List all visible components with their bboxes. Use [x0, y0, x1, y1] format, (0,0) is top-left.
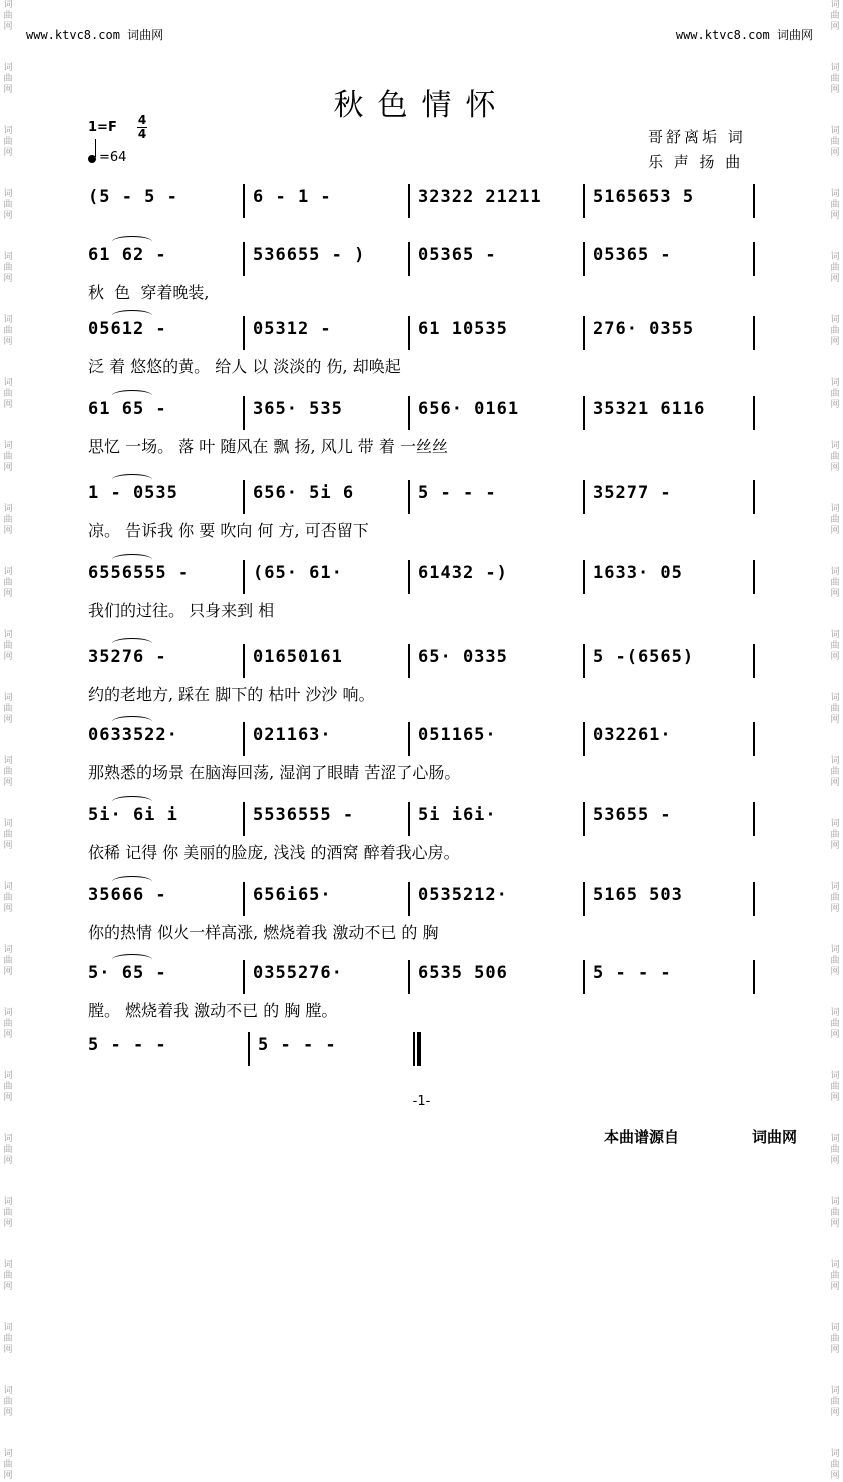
- watermark-glyph: 曲: [3, 578, 13, 588]
- measure-notes: 5i· 6i i: [88, 805, 178, 825]
- bar-line: [753, 560, 755, 594]
- page-number: -1-: [412, 1094, 431, 1109]
- watermark-glyph: 网: [830, 1345, 840, 1355]
- measure-notes: 01650161: [253, 647, 343, 667]
- bar-line: [408, 184, 410, 218]
- watermark-glyph: 词: [830, 63, 840, 73]
- measure-notes: 6 - 1 -: [253, 187, 332, 207]
- watermark-glyph: 曲: [830, 956, 840, 966]
- measure-notes: 276· 0355: [593, 319, 695, 339]
- watermark-glyph: 网: [3, 1282, 13, 1292]
- watermark-glyph: 词: [830, 1260, 840, 1270]
- measure-notes: 35666 -: [88, 885, 167, 905]
- watermark-glyph: 词: [3, 1197, 13, 1207]
- watermark-glyph: 词: [3, 378, 13, 388]
- watermark-glyph: 曲: [830, 1397, 840, 1407]
- final-bar-line: [417, 1032, 421, 1066]
- bar-line: [583, 644, 585, 678]
- bar-line: [583, 560, 585, 594]
- watermark-glyph: 曲: [830, 200, 840, 210]
- watermark-glyph: 词: [830, 756, 840, 766]
- lyric-line: 我们的过往。 只身来到 相: [88, 601, 275, 620]
- measure-notes: 656· 0161: [418, 399, 520, 419]
- measure-notes: 021163·: [253, 725, 332, 745]
- watermark-glyph: 词: [830, 126, 840, 136]
- watermark-glyph: 曲: [3, 452, 13, 462]
- measure-notes: 53655 -: [593, 805, 672, 825]
- bar-line: [583, 802, 585, 836]
- watermark-glyph: 词: [3, 1071, 13, 1081]
- watermark-glyph: 词: [830, 1323, 840, 1333]
- watermark-glyph: 网: [830, 652, 840, 662]
- bar-line: [583, 480, 585, 514]
- slur-mark: [112, 716, 152, 727]
- watermark-glyph: 网: [830, 148, 840, 158]
- measure-notes: 35321 6116: [593, 399, 706, 419]
- watermark-glyph: 词: [830, 819, 840, 829]
- watermark-glyph: 网: [830, 589, 840, 599]
- watermark-glyph: 网: [830, 967, 840, 977]
- watermark-glyph: 曲: [3, 74, 13, 84]
- watermark-glyph: 网: [3, 967, 13, 977]
- measure-notes: 61432 -): [418, 563, 508, 583]
- watermark-glyph: 曲: [830, 1082, 840, 1092]
- watermark-glyph: 曲: [3, 767, 13, 777]
- slur-mark: [112, 390, 152, 401]
- watermark-glyph: 网: [3, 715, 13, 725]
- measure-notes: 5536555 -: [253, 805, 355, 825]
- watermark-glyph: 曲: [3, 389, 13, 399]
- watermark-glyph: 网: [830, 1030, 840, 1040]
- slur-mark: [112, 474, 152, 485]
- score-row: [78, 646, 758, 676]
- bar-line: [753, 396, 755, 430]
- bar-line: [583, 316, 585, 350]
- watermark-glyph: 网: [830, 904, 840, 914]
- watermark-glyph: 网: [830, 841, 840, 851]
- watermark-glyph: 曲: [830, 1460, 840, 1470]
- watermark-glyph: 曲: [830, 452, 840, 462]
- time-signature: 4 4: [137, 113, 147, 141]
- watermark-glyph: 词: [3, 756, 13, 766]
- watermark-glyph: 词: [830, 1134, 840, 1144]
- watermark-glyph: 网: [3, 22, 13, 32]
- watermark-glyph: 曲: [830, 1208, 840, 1218]
- score-row: [78, 804, 758, 834]
- watermark-glyph: 词: [3, 1386, 13, 1396]
- bar-line: [753, 316, 755, 350]
- watermark-glyph: 网: [830, 337, 840, 347]
- watermark-glyph: 网: [3, 652, 13, 662]
- watermark-glyph: 词: [830, 945, 840, 955]
- watermark-glyph: 网: [830, 1156, 840, 1166]
- measure-notes: 365· 535: [253, 399, 343, 419]
- side-watermark-left: [0, 0, 16, 1481]
- watermark-glyph: 曲: [3, 200, 13, 210]
- bar-line: [243, 802, 245, 836]
- bar-line: [243, 560, 245, 594]
- slur-mark: [112, 954, 152, 965]
- lyricist-credit: 哥舒离垢 词: [648, 128, 746, 146]
- watermark-glyph: 词: [3, 441, 13, 451]
- watermark-glyph: 词: [3, 1134, 13, 1144]
- watermark-glyph: 曲: [3, 326, 13, 336]
- watermark-glyph: 网: [3, 463, 13, 473]
- watermark-glyph: 网: [830, 85, 840, 95]
- measure-notes: 5· 65 -: [88, 963, 167, 983]
- watermark-glyph: 词: [830, 567, 840, 577]
- bar-line: [243, 480, 245, 514]
- watermark-glyph: 网: [3, 337, 13, 347]
- watermark-glyph: 词: [830, 378, 840, 388]
- composer-credit: 乐 声 扬 曲: [648, 153, 744, 171]
- watermark-glyph: 网: [830, 211, 840, 221]
- measure-notes: 5i i6i·: [418, 805, 497, 825]
- slur-mark: [112, 236, 152, 247]
- watermark-glyph: 曲: [3, 263, 13, 273]
- measure-notes: 05612 -: [88, 319, 167, 339]
- bar-line: [408, 316, 410, 350]
- measure-notes: 61 65 -: [88, 399, 167, 419]
- bar-line: [243, 644, 245, 678]
- watermark-glyph: 网: [3, 1345, 13, 1355]
- watermark-glyph: 曲: [830, 515, 840, 525]
- measure-notes: 5 - - -: [258, 1035, 337, 1055]
- watermark-glyph: 词: [3, 126, 13, 136]
- watermark-glyph: 曲: [830, 326, 840, 336]
- slur-mark: [112, 876, 152, 887]
- watermark-glyph: 曲: [830, 893, 840, 903]
- site-url-left[interactable]: www.ktvc8.com 词曲网: [26, 28, 164, 42]
- watermark-glyph: 网: [3, 778, 13, 788]
- score-row: [78, 562, 758, 592]
- measure-notes: 536655 - ): [253, 245, 366, 265]
- score-row: [78, 398, 758, 428]
- bar-line: [753, 960, 755, 994]
- measure-notes: 61 10535: [418, 319, 508, 339]
- lyric-line: 那熟悉的场景 在脑海回荡, 湿润了眼睛 苦涩了心肠。: [88, 763, 461, 782]
- lyric-line: 秋 色 穿着晚装,: [88, 283, 210, 302]
- bar-line: [753, 184, 755, 218]
- watermark-glyph: 网: [3, 1156, 13, 1166]
- watermark-glyph: 词: [3, 189, 13, 199]
- watermark-glyph: 曲: [830, 578, 840, 588]
- watermark-glyph: 网: [830, 715, 840, 725]
- watermark-glyph: 词: [3, 945, 13, 955]
- site-url-right[interactable]: www.ktvc8.com 词曲网: [675, 28, 813, 42]
- score-row: [78, 482, 758, 512]
- lyric-line: 依稀 记得 你 美丽的脸庞, 浅浅 的酒窝 醉着我心房。: [88, 843, 460, 862]
- watermark-glyph: 曲: [3, 11, 13, 21]
- watermark-glyph: 网: [3, 1408, 13, 1418]
- watermark-glyph: 曲: [830, 1271, 840, 1281]
- watermark-glyph: 曲: [830, 830, 840, 840]
- measure-notes: 5 - - -: [418, 483, 497, 503]
- key-signature: 1=F: [88, 120, 117, 135]
- watermark-glyph: 词: [3, 1449, 13, 1459]
- watermark-glyph: 网: [830, 1219, 840, 1229]
- watermark-glyph: 网: [3, 85, 13, 95]
- watermark-glyph: 词: [3, 252, 13, 262]
- watermark-glyph: 曲: [3, 1271, 13, 1281]
- watermark-glyph: 词: [830, 630, 840, 640]
- watermark-glyph: 网: [3, 589, 13, 599]
- watermark-glyph: 词: [3, 630, 13, 640]
- bar-line: [408, 560, 410, 594]
- watermark-glyph: 曲: [830, 389, 840, 399]
- quarter-note-icon: [88, 155, 96, 163]
- tempo-marking: =64: [88, 150, 126, 165]
- measure-notes: 656i65·: [253, 885, 332, 905]
- watermark-glyph: 网: [3, 1219, 13, 1229]
- lyric-line: 约的老地方, 踩在 脚下的 枯叶 沙沙 响。: [88, 685, 375, 704]
- bar-line: [583, 882, 585, 916]
- watermark-glyph: 曲: [830, 11, 840, 21]
- measure-notes: 5165653 5: [593, 187, 695, 207]
- measure-notes: 1633· 05: [593, 563, 683, 583]
- score-row: [78, 244, 758, 274]
- watermark-glyph: 曲: [830, 767, 840, 777]
- bar-line: [583, 242, 585, 276]
- watermark-glyph: 曲: [3, 956, 13, 966]
- measure-notes: 65· 0335: [418, 647, 508, 667]
- lyric-line: 思忆 一场。 落 叶 随风在 飘 扬, 风儿 带 着 一丝丝: [88, 437, 448, 456]
- watermark-glyph: 曲: [830, 74, 840, 84]
- watermark-glyph: 曲: [830, 263, 840, 273]
- slur-mark: [112, 554, 152, 565]
- watermark-glyph: 网: [830, 778, 840, 788]
- bar-line: [408, 644, 410, 678]
- bar-line: [243, 184, 245, 218]
- bar-line: [753, 242, 755, 276]
- watermark-glyph: 词: [3, 1008, 13, 1018]
- measure-notes: 5165 503: [593, 885, 683, 905]
- watermark-glyph: 曲: [3, 893, 13, 903]
- bar-line: [408, 960, 410, 994]
- watermark-glyph: 曲: [3, 1145, 13, 1155]
- measure-notes: 0355276·: [253, 963, 343, 983]
- measure-notes: 6556555 -: [88, 563, 190, 583]
- watermark-glyph: 曲: [3, 1334, 13, 1344]
- watermark-glyph: 词: [830, 882, 840, 892]
- measure-notes: 61 62 -: [88, 245, 167, 265]
- watermark-glyph: 曲: [830, 1019, 840, 1029]
- watermark-glyph: 词: [830, 504, 840, 514]
- bar-line: [753, 644, 755, 678]
- watermark-glyph: 曲: [3, 704, 13, 714]
- bar-line: [248, 1032, 250, 1066]
- measure-notes: 032261·: [593, 725, 672, 745]
- watermark-glyph: 曲: [3, 641, 13, 651]
- watermark-glyph: 词: [830, 0, 840, 10]
- measure-notes: 5 -(6565): [593, 647, 695, 667]
- score-row: [78, 1034, 758, 1064]
- measure-notes: 051165·: [418, 725, 497, 745]
- slur-mark: [112, 638, 152, 649]
- measure-notes: 35276 -: [88, 647, 167, 667]
- bar-line: [583, 722, 585, 756]
- watermark-glyph: 词: [3, 0, 13, 10]
- measure-notes: 0535212·: [418, 885, 508, 905]
- bar-line: [753, 882, 755, 916]
- watermark-glyph: 网: [3, 1093, 13, 1103]
- watermark-glyph: 词: [3, 882, 13, 892]
- bar-line: [243, 960, 245, 994]
- watermark-glyph: 曲: [830, 641, 840, 651]
- watermark-glyph: 词: [830, 252, 840, 262]
- watermark-glyph: 网: [3, 211, 13, 221]
- measure-notes: 6535 506: [418, 963, 508, 983]
- watermark-glyph: 曲: [830, 704, 840, 714]
- watermark-glyph: 曲: [830, 137, 840, 147]
- score-row: [78, 318, 758, 348]
- bar-line: [243, 242, 245, 276]
- bar-line: [583, 396, 585, 430]
- score-row: [78, 962, 758, 992]
- watermark-glyph: 曲: [3, 1460, 13, 1470]
- watermark-glyph: 词: [3, 504, 13, 514]
- watermark-glyph: 词: [3, 567, 13, 577]
- watermark-glyph: 网: [3, 400, 13, 410]
- footer-source-label: 本曲谱源自: [604, 1128, 680, 1146]
- watermark-glyph: 词: [830, 441, 840, 451]
- bar-line: [408, 802, 410, 836]
- lyric-line: 你的热情 似火一样高涨, 燃烧着我 激动不已 的 胸: [88, 923, 439, 942]
- side-watermark-right: [827, 0, 843, 1481]
- bar-line: [753, 802, 755, 836]
- watermark-glyph: 词: [830, 1008, 840, 1018]
- bar-line: [243, 722, 245, 756]
- watermark-glyph: 曲: [3, 137, 13, 147]
- watermark-glyph: 曲: [3, 1019, 13, 1029]
- watermark-glyph: 曲: [830, 1334, 840, 1344]
- watermark-glyph: 曲: [3, 830, 13, 840]
- bar-line: [408, 722, 410, 756]
- bar-line: [243, 882, 245, 916]
- watermark-glyph: 曲: [3, 1397, 13, 1407]
- bar-line: [753, 722, 755, 756]
- watermark-glyph: 网: [830, 400, 840, 410]
- watermark-glyph: 曲: [830, 1145, 840, 1155]
- bar-line: [583, 960, 585, 994]
- watermark-glyph: 网: [3, 148, 13, 158]
- measure-notes: 32322 21211: [418, 187, 542, 207]
- measure-notes: 05365 -: [418, 245, 497, 265]
- watermark-glyph: 词: [3, 63, 13, 73]
- watermark-glyph: 网: [830, 1093, 840, 1103]
- bar-line: [243, 396, 245, 430]
- watermark-glyph: 网: [830, 22, 840, 32]
- watermark-glyph: 网: [3, 1030, 13, 1040]
- bar-line: [408, 396, 410, 430]
- watermark-glyph: 词: [830, 189, 840, 199]
- watermark-glyph: 词: [3, 315, 13, 325]
- bar-line: [583, 184, 585, 218]
- watermark-glyph: 词: [3, 1323, 13, 1333]
- bar-line: [408, 242, 410, 276]
- bar-line: [408, 882, 410, 916]
- measure-notes: (5 - 5 -: [88, 187, 178, 207]
- watermark-glyph: 词: [830, 693, 840, 703]
- watermark-glyph: 词: [3, 1260, 13, 1270]
- bar-line: [413, 1032, 415, 1066]
- watermark-glyph: 词: [830, 1449, 840, 1459]
- watermark-glyph: 网: [830, 274, 840, 284]
- watermark-glyph: 网: [830, 463, 840, 473]
- song-title: 秋色情怀: [333, 88, 510, 123]
- watermark-glyph: 网: [3, 1471, 13, 1481]
- watermark-glyph: 网: [3, 526, 13, 536]
- slur-mark: [112, 310, 152, 321]
- watermark-glyph: 词: [830, 1386, 840, 1396]
- measure-notes: 1 - 0535: [88, 483, 178, 503]
- measure-notes: 5 - - -: [593, 963, 672, 983]
- watermark-glyph: 网: [830, 1408, 840, 1418]
- footer-source-site[interactable]: 词曲网: [752, 1128, 798, 1146]
- watermark-glyph: 网: [830, 1471, 840, 1481]
- bar-line: [408, 480, 410, 514]
- watermark-glyph: 曲: [3, 1208, 13, 1218]
- score-row: [78, 186, 758, 216]
- watermark-glyph: 网: [3, 904, 13, 914]
- measure-notes: 656· 5i 6: [253, 483, 355, 503]
- bar-line: [243, 316, 245, 350]
- lyric-line: 泛 着 悠悠的黄。 给人 以 淡淡的 伤, 却唤起: [88, 357, 401, 376]
- bar-line: [753, 480, 755, 514]
- watermark-glyph: 词: [830, 1071, 840, 1081]
- watermark-glyph: 词: [830, 1197, 840, 1207]
- score-row: [78, 884, 758, 914]
- watermark-glyph: 网: [830, 1282, 840, 1292]
- watermark-glyph: 词: [3, 693, 13, 703]
- measure-notes: 5 - - -: [88, 1035, 167, 1055]
- measure-notes: 05365 -: [593, 245, 672, 265]
- measure-notes: 05312 -: [253, 319, 332, 339]
- measure-notes: (65· 61·: [253, 563, 343, 583]
- lyric-line: 凉。 告诉我 你 要 吹向 何 方, 可否留下: [88, 521, 369, 540]
- slur-mark: [112, 796, 152, 807]
- watermark-glyph: 网: [3, 841, 13, 851]
- watermark-glyph: 词: [830, 315, 840, 325]
- watermark-glyph: 网: [3, 274, 13, 284]
- watermark-glyph: 词: [3, 819, 13, 829]
- measure-notes: 35277 -: [593, 483, 672, 503]
- score-row: [78, 724, 758, 754]
- watermark-glyph: 曲: [3, 1082, 13, 1092]
- watermark-glyph: 网: [830, 526, 840, 536]
- lyric-line: 膛。 燃烧着我 激动不已 的 胸 膛。: [88, 1001, 338, 1020]
- watermark-glyph: 曲: [3, 515, 13, 525]
- measure-notes: 0633522·: [88, 725, 178, 745]
